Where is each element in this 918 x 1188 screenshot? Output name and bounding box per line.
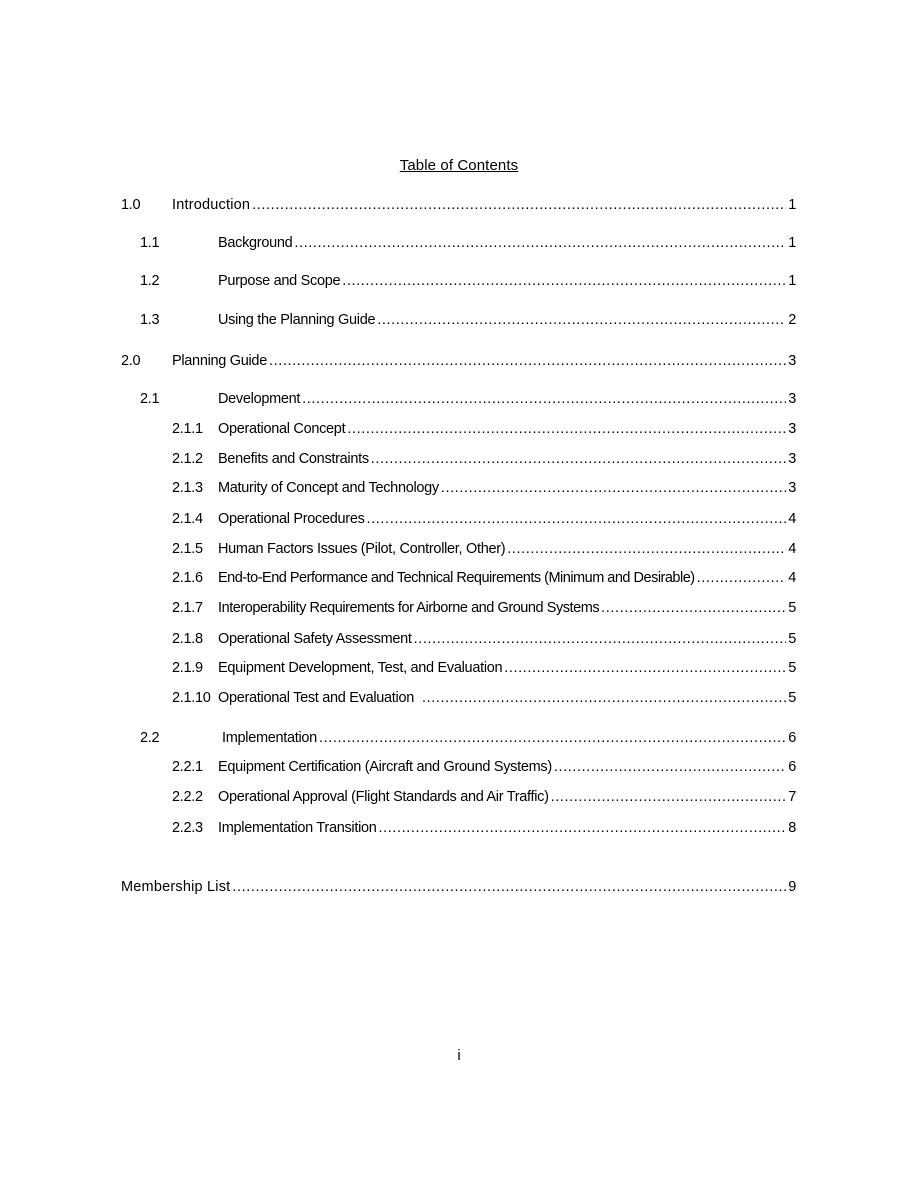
toc-entry-label: Implementation Transition <box>218 820 377 836</box>
toc-entry-number: 2.1.1 <box>172 421 203 437</box>
toc-entry-page: 5 <box>788 600 796 616</box>
toc-entry-page: 5 <box>788 631 796 647</box>
toc-entry-label: Membership List <box>121 879 231 895</box>
toc-entry-number: 2.1.2 <box>172 451 203 467</box>
toc-entry-number: 2.2.3 <box>172 820 203 836</box>
toc-entry-1-1[interactable] <box>0 235 918 255</box>
toc-entry-label: Background <box>218 235 293 251</box>
dot-leader <box>379 820 787 836</box>
toc-entry-2-2-1[interactable] <box>0 759 918 779</box>
toc-entry-page: 4 <box>788 541 796 557</box>
dot-leader <box>252 197 786 213</box>
toc-entry-membership-list[interactable] <box>0 879 918 899</box>
toc-entry-page: 6 <box>788 730 796 746</box>
dot-leader <box>697 570 787 586</box>
toc-entry-number: 2.2 <box>140 730 160 746</box>
toc-entry-number: 2.1.10 <box>172 690 211 706</box>
toc-title: Table of Contents <box>399 157 519 174</box>
dot-leader <box>232 879 786 895</box>
toc-entry-label: Planning Guide <box>172 353 267 369</box>
toc-entry-page: 1 <box>788 235 796 251</box>
page-number-footer: i <box>457 1047 461 1064</box>
dot-leader <box>367 511 787 527</box>
toc-entry-page: 5 <box>788 660 796 676</box>
dot-leader <box>269 353 786 369</box>
toc-entry-2-1-1[interactable] <box>0 421 918 441</box>
toc-entry-page: 3 <box>788 391 796 407</box>
toc-entry-page: 3 <box>788 480 796 496</box>
toc-entry-2-1[interactable] <box>0 391 918 411</box>
dot-leader <box>507 541 786 557</box>
toc-entry-label: End-to-End Performance and Technical Requirements (Minimum and Desirable) <box>218 570 695 586</box>
toc-entry-number: 2.1.8 <box>172 631 203 647</box>
toc-entry-1-3[interactable] <box>0 312 918 332</box>
dot-leader <box>601 600 786 616</box>
dot-leader <box>377 312 786 328</box>
toc-entry-page: 6 <box>788 759 796 775</box>
dot-leader <box>302 391 786 407</box>
toc-entry-number: 2.1.7 <box>172 600 203 616</box>
toc-entry-2-2-2[interactable] <box>0 789 918 809</box>
toc-entry-page: 1 <box>788 197 796 213</box>
toc-entry-number: 2.1.4 <box>172 511 203 527</box>
dot-leader <box>294 235 786 251</box>
toc-entry-2-2[interactable] <box>0 730 918 750</box>
toc-entry-number: 1.3 <box>140 312 160 328</box>
toc-entry-2-2-3[interactable] <box>0 820 918 840</box>
toc-entry-1-0[interactable] <box>0 197 918 217</box>
dot-leader <box>371 451 786 467</box>
dot-leader <box>441 480 786 496</box>
toc-entry-page: 3 <box>788 451 796 467</box>
toc-entry-label: Operational Safety Assessment <box>218 631 412 647</box>
toc-entry-number: 2.2.1 <box>172 759 203 775</box>
toc-entry-page: 1 <box>788 273 796 289</box>
toc-entry-number: 1.1 <box>140 235 160 251</box>
toc-entry-label: Operational Approval (Flight Standards and Air Traffic) <box>218 789 549 805</box>
toc-entry-label: Benefits and Constraints <box>218 451 369 467</box>
toc-entry-page: 9 <box>788 879 796 895</box>
toc-entry-label: Equipment Development, Test, and Evaluation <box>218 660 503 676</box>
toc-entry-number: 2.1.9 <box>172 660 203 676</box>
toc-entry-2-1-3[interactable] <box>0 480 918 500</box>
toc-entry-2-0[interactable] <box>0 353 918 373</box>
toc-entry-number: 2.1.6 <box>172 570 203 586</box>
toc-entry-2-1-9[interactable] <box>0 660 918 680</box>
toc-entry-number: 2.1 <box>140 391 160 407</box>
toc-entry-number: 1.2 <box>140 273 160 289</box>
toc-entry-label: Interoperability Requirements for Airborne and Ground Systems <box>218 600 600 616</box>
toc-entry-page: 3 <box>788 421 796 437</box>
toc-entry-page: 7 <box>788 789 796 805</box>
toc-entry-page: 4 <box>788 570 796 586</box>
dot-leader <box>551 789 787 805</box>
toc-entry-page: 2 <box>788 312 796 328</box>
toc-entry-label: Operational Procedures <box>218 511 365 527</box>
toc-entry-page: 4 <box>788 511 796 527</box>
dot-leader <box>422 690 786 706</box>
toc-entry-number: 2.1.3 <box>172 480 203 496</box>
toc-entry-label: Operational Concept <box>218 421 346 437</box>
dot-leader <box>342 273 786 289</box>
toc-entry-2-1-2[interactable] <box>0 451 918 471</box>
toc-entry-label: Operational Test and Evaluation <box>218 690 414 706</box>
toc-entry-number: 2.1.5 <box>172 541 203 557</box>
toc-entry-2-1-10[interactable] <box>0 690 918 710</box>
toc-entry-2-1-4[interactable] <box>0 511 918 531</box>
dot-leader <box>347 421 786 437</box>
dot-leader <box>414 631 787 647</box>
dot-leader <box>554 759 786 775</box>
toc-entry-page: 8 <box>788 820 796 836</box>
toc-entry-label: Using the Planning Guide <box>218 312 376 328</box>
toc-entry-page: 3 <box>788 353 796 369</box>
dot-leader <box>504 660 786 676</box>
toc-entry-2-1-8[interactable] <box>0 631 918 651</box>
toc-entry-label: Maturity of Concept and Technology <box>218 480 439 496</box>
toc-entry-2-1-5[interactable] <box>0 541 918 561</box>
toc-entry-label: Introduction <box>172 197 251 213</box>
toc-entry-label: Equipment Certification (Aircraft and Ground Systems) <box>218 759 552 775</box>
dot-leader <box>319 730 786 746</box>
toc-entry-label: Implementation <box>222 730 317 746</box>
toc-entry-page: 5 <box>788 690 796 706</box>
toc-entry-2-1-7[interactable] <box>0 600 918 620</box>
toc-entry-label: Purpose and Scope <box>218 273 341 289</box>
toc-entry-number: 1.0 <box>121 197 141 213</box>
toc-entry-2-1-6[interactable] <box>0 570 918 590</box>
toc-entry-number: 2.2.2 <box>172 789 203 805</box>
toc-entry-1-2[interactable] <box>0 273 918 293</box>
toc-entry-label: Human Factors Issues (Pilot, Controller, Other) <box>218 541 506 557</box>
toc-entry-label: Development <box>218 391 301 407</box>
toc-entry-number: 2.0 <box>121 353 141 369</box>
